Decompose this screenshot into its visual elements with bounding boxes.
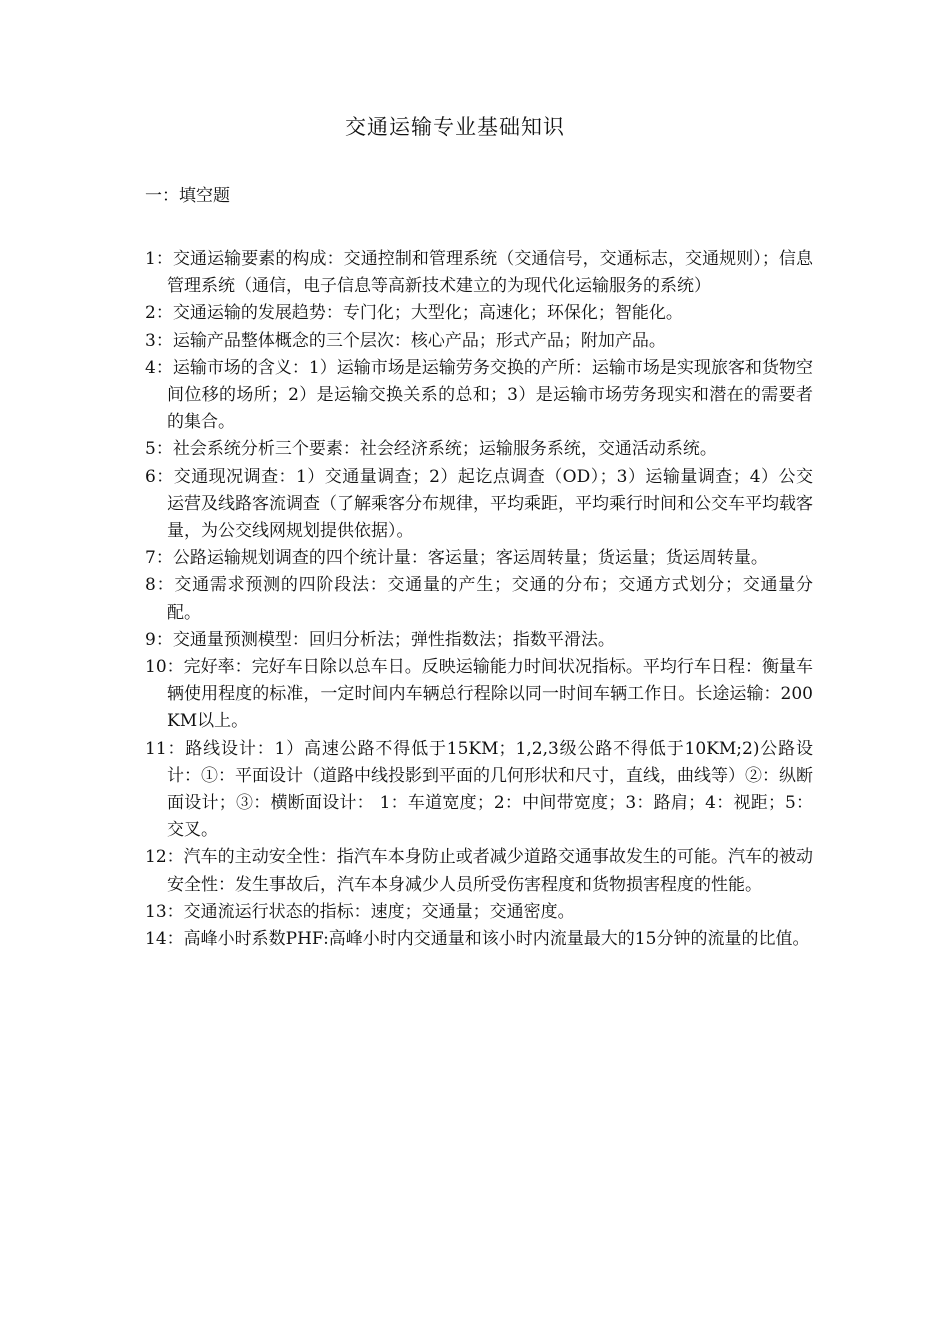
list-item: 3：运输产品整体概念的三个层次：核心产品；形式产品；附加产品。 xyxy=(145,330,666,351)
list-item: 9：交通量预测模型：回归分析法；弹性指数法；指数平滑法。 xyxy=(145,629,615,650)
list-item: 6：交通现况调查：1）交通量调查；2）起讫点调查（OD）；3）运输量调查；4）公交运营及线路客流调查（了解乘客分布规律，平均乘距，平均乘行时间和公交车平均载客量，为公交线网规划提供依据）。 xyxy=(145,466,813,542)
list-item: 14：高峰小时系数PHF:高峰小时内交通量和该小时内流量最大的15分钟的流量的比值。 xyxy=(145,929,810,950)
list-item: 1：交通运输要素的构成：交通控制和管理系统（交通信号，交通标志，交通规则）；信息管理系统（通信，电子信息等高新技术建立的为现代化运输服务的系统） xyxy=(145,249,813,297)
list-item: 5：社会系统分析三个要素：社会经济系统；运输服务系统，交通活动系统。 xyxy=(145,439,717,460)
section-heading: 一：填空题 xyxy=(145,186,230,206)
document-title: 交通运输专业基础知识 xyxy=(345,115,565,139)
list-item: 4：运输市场的含义：1）运输市场是运输劳务交换的产所：运输市场是实现旅客和货物空间位移的场所；2）是运输交换关系的总和；3）是运输市场劳务现实和潜在的需要者的集合。 xyxy=(145,357,813,433)
list-item: 10：完好率：完好车日除以总车日。反映运输能力时间状况指标。平均行车日程：衡量车辆使用程度的标准，一定时间内车辆总行程除以同一时间车辆工作日。长途运输：200KM以上。 xyxy=(145,657,813,732)
list-item: 7：公路运输规划调查的四个统计量：客运量；客运周转量；货运量；货运周转量。 xyxy=(145,548,768,569)
list-item: 11：路线设计：1）高速公路不得低于15KM；1,2,3级公路不得低于10KM;2)公路设计：①：平面设计（道路中线投影到平面的几何形状和尺寸，直线，曲线等）②：纵断面设计；③：横断面设计： 1：车道宽度；2：中间带宽度；3：路肩；4：视距；5：交叉。 xyxy=(145,738,813,841)
list-item: 12：汽车的主动安全性：指汽车本身防止或者减少道路交通事故发生的可能。汽车的被动安全性：发生事故后，汽车本身减少人员所受伤害程度和货物损害程度的性能。 xyxy=(145,847,813,895)
question-list xyxy=(145,246,813,953)
list-item: 8：交通需求预测的四阶段法：交通量的产生；交通的分布；交通方式划分；交通量分配。 xyxy=(145,575,813,623)
list-item: 2：交通运输的发展趋势：专门化；大型化；高速化；环保化；智能化。 xyxy=(145,303,683,324)
list-item: 13：交通流运行状态的指标：速度；交通量；交通密度。 xyxy=(145,901,575,922)
